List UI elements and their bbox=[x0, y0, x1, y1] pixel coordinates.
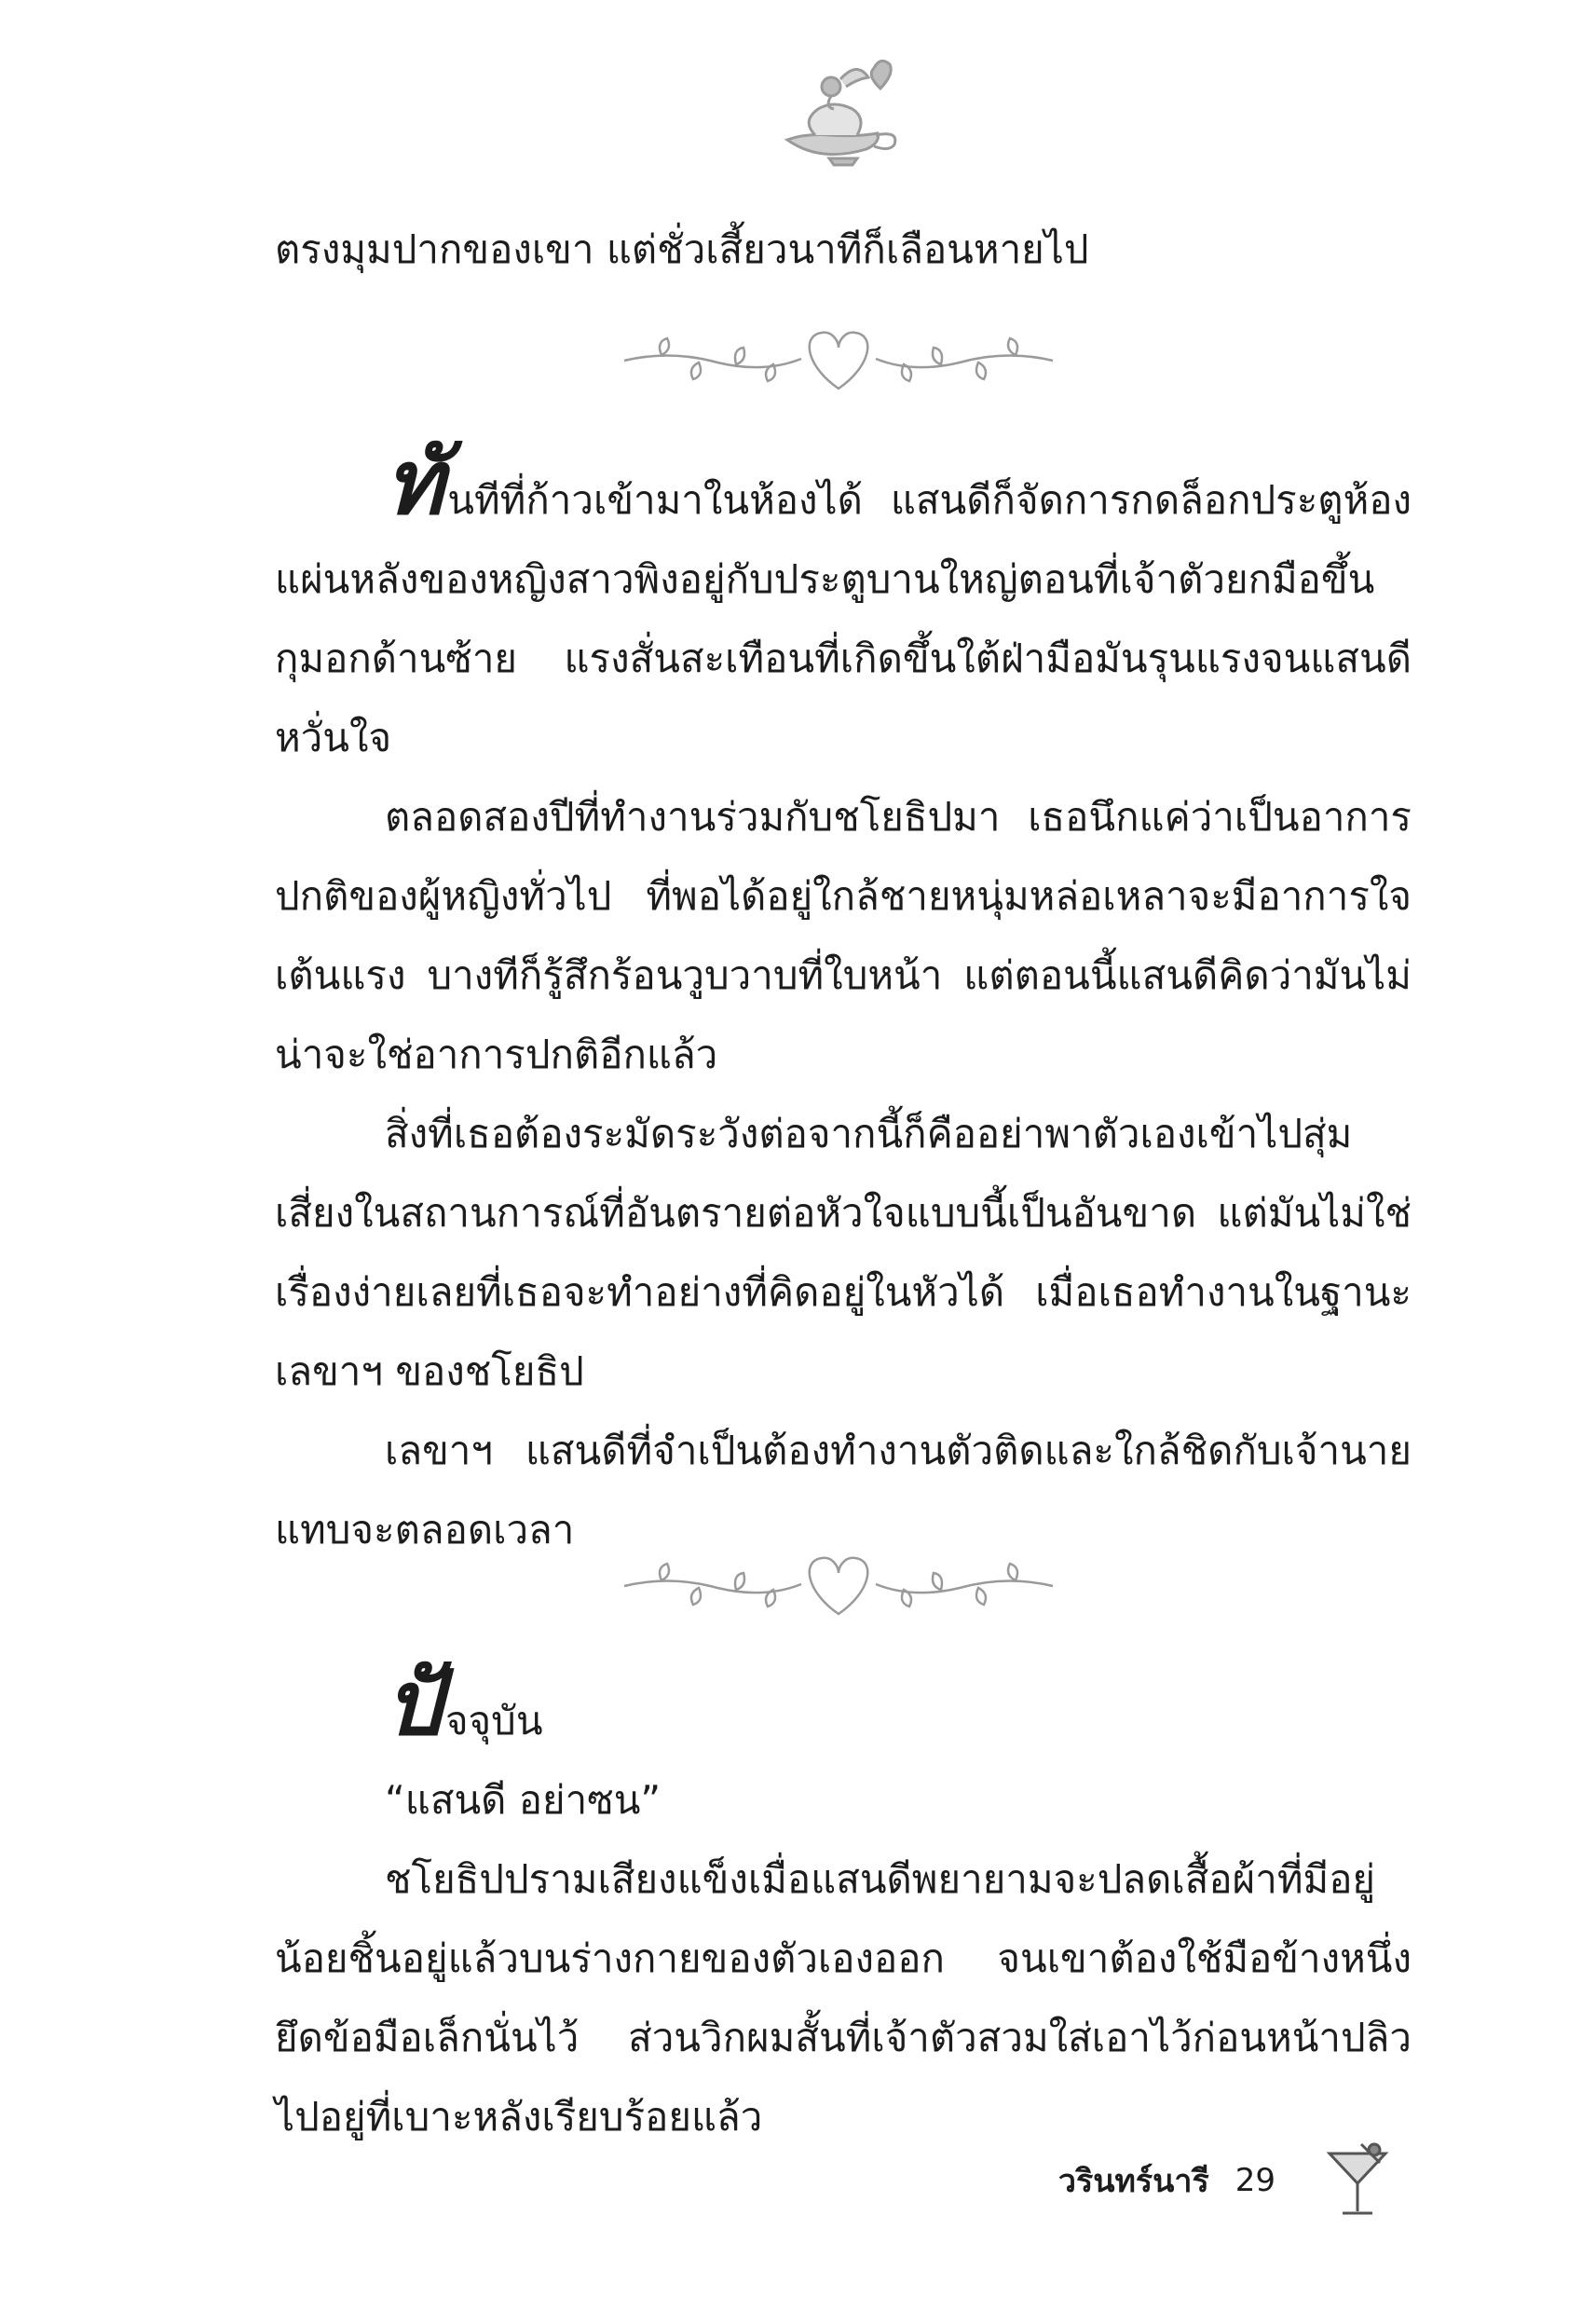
drop-cap: ทั bbox=[385, 430, 444, 535]
paragraph bbox=[275, 430, 1412, 777]
section-2 bbox=[275, 1650, 1412, 2156]
paragraph bbox=[275, 1650, 1412, 1760]
paragraph: เลขาฯ แสนดีที่จำเป็นต้องทำงานตัวติดและใกล้ชิดกับเจ้านายแทบจะตลอดเวลา bbox=[275, 1428, 1412, 1552]
dialogue: “แสนดี อย่าซน” bbox=[385, 1777, 662, 1823]
paragraph: ตลอดสองปีที่ทำงานร่วมกับชโยธิปมา เธอนึกแค่ว่าเป็นอาการปกติของผู้หญิงทั่วไป ที่พอได้อยู่ใกล้ชายหนุ่มหล่อเหลาจะมีอาการใจเต้นแรง บางทีก็รู้สึกร้อนวูบวาบที่ใบหน้า แต่ตอนนี้แสนดีคิดว่ามันไม่น่าจะใช่อาการปกติอีกแล้ว bbox=[275, 794, 1412, 1077]
book-title: วรินทร์นารี bbox=[1057, 2163, 1209, 2200]
continued-text bbox=[275, 210, 1412, 289]
vine-heart-divider-icon bbox=[606, 1547, 1071, 1621]
page-footer bbox=[1058, 2143, 1391, 2218]
genie-lamp-cupid-icon bbox=[764, 51, 913, 172]
section-1 bbox=[275, 430, 1412, 1569]
page-number: 29 bbox=[1235, 2162, 1275, 2199]
cocktail-glass-icon bbox=[1324, 2140, 1391, 2221]
drop-cap: ปั bbox=[385, 1650, 442, 1756]
paragraph-text: จจุบัน bbox=[444, 1698, 543, 1744]
vine-heart-divider-icon bbox=[606, 321, 1071, 396]
paragraph: ตรงมุมปากของเขา แต่ชั่วเสี้ยวนาทีก็เลือนหายไป bbox=[275, 226, 1089, 272]
paragraph: สิ่งที่เธอต้องระมัดระวังต่อจากนี้ก็คืออย่าพาตัวเองเข้าไปสุ่มเสี่ยงในสถานการณ์ที่อันตรายต่อหัวใจแบบนี้เป็นอันขาด แต่มันไม่ใช่เรื่องง่ายเลยที่เธอจะทำอย่างที่คิดอยู่ในหัวได้ เมื่อเธอทำงานในฐานะเลขาฯ ของชโยธิป bbox=[275, 1111, 1412, 1394]
paragraph: ชโยธิปปรามเสียงแข็งเมื่อแสนดีพยายามจะปลดเสื้อผ้าที่มีอยู่น้อยชิ้นอยู่แล้วบนร่างกายของตัวเองออก จนเขาต้องใช้มือข้างหนึ่งยึดข้อมือเล็กนั่นไว้ ส่วนวิกผมสั้นที่เจ้าตัวสวมใส่เอาไว้ก่อนหน้าปลิวไปอยู่ที่เบาะหลังเรียบร้อยแล้ว bbox=[275, 1856, 1412, 2140]
paragraph-text: นทีที่ก้าวเข้ามาในห้องได้ แสนดีก็จัดการกดล็อกประตูห้อง แผ่นหลังของหญิงสาวพิงอยู่กับประตูบานใหญ่ตอนที่เจ้าตัวยกมือขึ้นกุมอกด้านซ้าย แรงสั่นสะเทือนที่เกิดขึ้นใต้ฝ่ามือมันรุนแรงจนแสนดีหวั่นใจ bbox=[275, 477, 1412, 760]
